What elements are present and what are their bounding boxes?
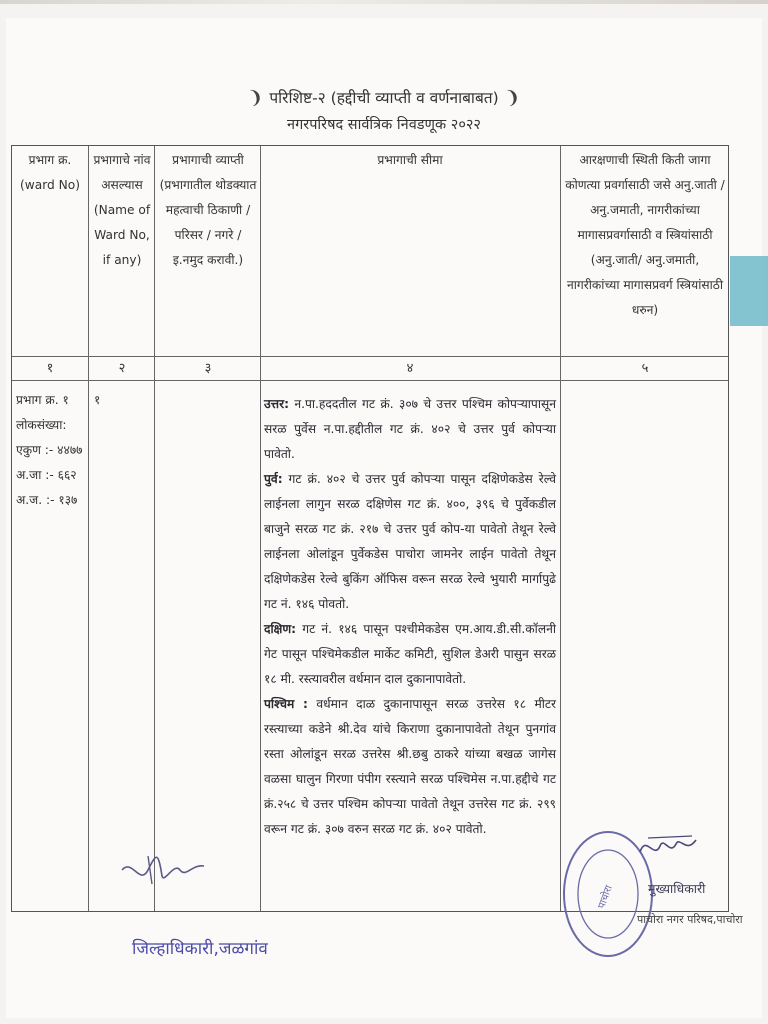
population-st: अ.ज. :- १३७ [16,493,78,507]
signature-left [118,840,208,900]
header-ward-no: प्रभाग क्र. (ward No) [20,153,80,192]
signature-right [636,826,700,866]
boundary-table [11,145,729,912]
flourish-icon: ❩ [502,85,522,110]
boundary-west: पश्चिम : वर्धमान दाळ दुकानापासून सरळ उत्तरेस १८ मीटर रस्त्याच्या कडेने श्री.देव यांचे किराणा दुकानापावेतो तेथून पुनगांव रस्ता ओलांडून सरळ उत्तरेस श्री.छबु ठाकरे यांच्या बखळ जागेस वळसा घालुन गिरणा पंपीग रस्त्याने सरळ पश्चिमेस न.पा.हद्दीचे गट क्रं.२५८ चे उत्तर पश्चिम कोपऱ्या पावेतो तेथून उत्तरेस गट क्रं. २९९ वरून गट क्रं. ३०७ वरुन सरळ गट क्रं. ४०२ पावेतो. [264,697,557,836]
collector-stamp: जिल्हाधिकारी,जळगांव [132,939,268,959]
header-ward-boundary: प्रभागाची सीमा [377,153,443,167]
table-divider [260,146,261,911]
seal-text: पाचोरा [596,884,615,911]
column-number: ४ [406,361,414,376]
officer-title: मुख्याधिकारी [648,881,706,896]
document-subtitle: नगरपरिषद सार्वत्रिक निवडणूक २०२२ [287,117,481,133]
ward-name: १ [94,393,101,407]
column-number: ३ [204,361,212,376]
boundary-north: उत्तर: न.पा.हददतील गट क्रं. ३०७ चे उत्तर पश्चिम कोपऱ्यापासून सरळ पुर्वेस न.पा.हद्दीतील गट क्रं. ४०२ चे उत्तर पुर्व कोपऱ्या पावेतो. [264,397,556,461]
population-label: लोकसंख्या: [16,418,67,432]
table-divider [560,146,561,911]
document-title: ❩ परिशिष्ट-२ (हद्दीची व्याप्ती व वर्णनाबाबत) ❩ [246,85,522,110]
column-number: ५ [641,361,649,376]
header-ward-extent: प्रभागाची व्याप्ती (प्रभागातील थोडक्यात महत्वाची ठिकाणी / परिसर / नगरे / इ.नमुद करावी.) [159,153,257,267]
table-divider [12,380,728,381]
blue-tab-marker [730,256,768,326]
table-divider [154,146,155,911]
boundary-east: पुर्व: गट क्रं. ४०२ चे उत्तर पुर्व कोपऱ्या पासून दक्षिणेकडेस रेल्वे लाईनला लागुन सरळ दक्षिणेस गट क्रं. ४००, ३९६ चे पुर्वेकडील बाजुने सरळ गट क्रं. २१७ चे उत्तर पुर्व कोप-या पावेतो तेथून रेल्वे लाईनला ओलांडून पुर्वेकडेस पाचोरा जामनेर लाईन पावेतो तेथून दक्षिणेकडेस रेल्वे बुकिंग ऑफिस वरून सरळ रेल्वे भुयारी मार्गापुढे गट नं. १४६ पोवतो. [264,472,556,611]
table-divider [88,146,89,911]
table-divider [12,356,728,357]
population-sc: अ.जा :- ६६२ [16,468,77,482]
scan-edge [0,0,768,4]
boundary-south: दक्षिण: गट नं. १४६ पासून पश्चीमेकडेस एम.आय.डी.सी.कॉलनी गेट पासून पश्चिमेकडील मार्केट कमिटी, सुशिल डेअरी पासुन सरळ १८ मी. रस्त्यावरील वर्धमान दाल दुकानापावेतो. [264,622,556,686]
ward-number: प्रभाग क्र. १ [16,393,69,407]
header-reservation: आरक्षणाची स्थिती किती जागा कोणत्या प्रवर्गासाठी जसे अनु.जाती /अनु.जमाती, नागरीकांच्या मागासप्रवर्गासाठी व स्त्रियांसाठी (अनु.जाती/ अनु.जमाती, नागरीकांच्या मागासप्रवर्ग स्त्रियांसाठी धरुन) [565,153,725,317]
header-ward-name: प्रभागाचे नांव असल्यास (Name of Ward No, if any) [93,153,151,267]
office-name: पाचोरा नगर परिषद,पाचोरा [637,913,743,926]
ward-info [16,388,88,513]
population-total: एकुण :- ४४७७ [16,443,83,457]
ward-boundary-text [264,392,556,842]
column-number: २ [118,361,126,376]
flourish-icon: ❩ [246,85,266,110]
column-number: १ [46,361,54,376]
